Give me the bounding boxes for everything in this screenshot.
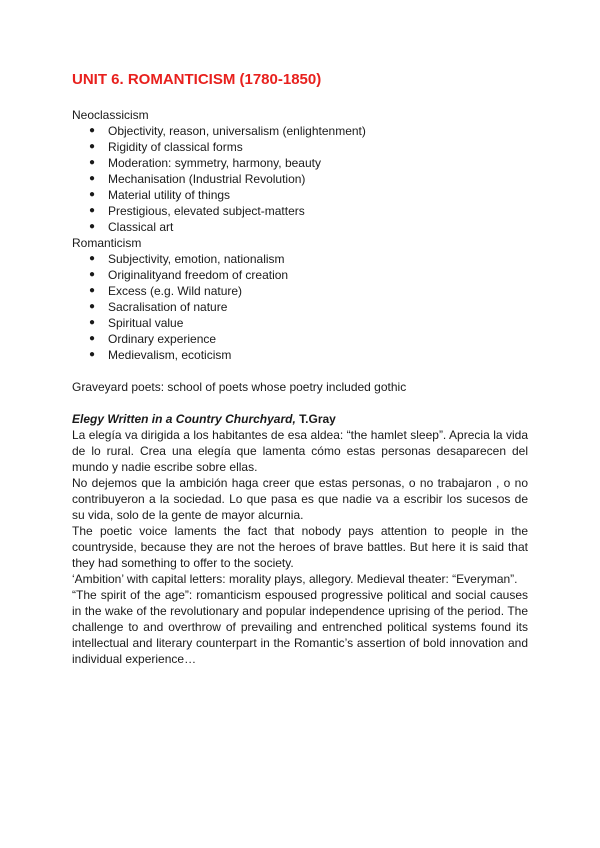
elegy-author: T.Gray	[295, 412, 336, 426]
bullet-icon: ●	[89, 285, 96, 296]
graveyard-poets-note: Graveyard poets: school of poets whose poetry included gothic	[72, 380, 407, 394]
neoclassicism-list	[72, 123, 528, 235]
list-item: ● Material utility of things	[89, 188, 231, 202]
list-item: ● Objectivity, reason, universalism (enlightenment)	[89, 124, 366, 138]
bullet-icon: ●	[89, 125, 96, 136]
bullet-icon: ●	[89, 157, 96, 168]
paragraph: La elegía va dirigida a los habitantes de esa aldea: “the hamlet sleep”. Aprecia la vida de lo rural. Crea una elegía que lamenta cómo estas personas desaparecen del mundo y nadie escribe sobre ellas.	[72, 428, 528, 474]
spacer	[72, 363, 528, 379]
list-item: ● Moderation: symmetry, harmony, beauty	[89, 156, 321, 170]
bullet-icon: ●	[89, 221, 96, 232]
spacer	[72, 395, 528, 411]
elegy-heading	[72, 411, 528, 427]
list-item: ● Classical art	[89, 220, 174, 234]
bullet-icon: ●	[89, 301, 96, 312]
list-item: ● Ordinary experience	[89, 332, 217, 346]
bullet-icon: ●	[89, 317, 96, 328]
romanticism-label: Romanticism	[72, 236, 142, 250]
bullet-icon: ●	[89, 141, 96, 152]
bullet-icon: ●	[89, 173, 96, 184]
list-item: ● Originalityand freedom of creation	[89, 268, 289, 282]
list-item: ● Rigidity of classical forms	[89, 140, 243, 154]
elegy-title: Elegy Written in a Country Churchyard,	[72, 412, 296, 426]
list-item: ● Prestigious, elevated subject-matters	[89, 204, 305, 218]
document-page	[72, 70, 528, 667]
list-item: ● Subjectivity, emotion, nationalism	[89, 252, 285, 266]
bullet-icon: ●	[89, 205, 96, 216]
paragraph: The poetic voice laments the fact that nobody pays attention to people in the countryside, because they are not the heroes of brave battles. But here it is said that they had something to offer to the society.	[72, 524, 528, 570]
list-item: ● Sacralisation of nature	[89, 300, 228, 314]
bullet-icon: ●	[89, 333, 96, 344]
list-item: ● Medievalism, ecoticism	[89, 348, 232, 362]
paragraph: No dejemos que la ambición haga creer que estas personas, o no trabajaron , o no contribuyeron a la sociedad. Lo que pasa es que nadie va a escribir los sucesos de su vida, solo de la gente de mayor alcurnia.	[72, 476, 528, 522]
list-item: ● Mechanisation (Industrial Revolution)	[89, 172, 306, 186]
bullet-icon: ●	[89, 189, 96, 200]
bullet-icon: ●	[89, 269, 96, 280]
romanticism-list	[72, 251, 528, 363]
list-item: ● Spiritual value	[89, 316, 184, 330]
bullet-icon: ●	[89, 349, 96, 360]
list-item: ● Excess (e.g. Wild nature)	[89, 284, 243, 298]
neoclassicism-label: Neoclassicism	[72, 108, 149, 122]
paragraph: ‘Ambition’ with capital letters: morality plays, allegory. Medieval theater: “Everyman”.	[72, 572, 518, 586]
bullet-icon: ●	[89, 253, 96, 264]
unit-title: UNIT 6. ROMANTICISM (1780-1850)	[72, 71, 322, 88]
paragraph: “The spirit of the age”: romanticism espoused progressive political and social causes in the wake of the revolutionary and popular independence uprising of the period. The challenge to and overthrow of prevailing and entrenched political systems found its intellectual and literary counterpart in the Romantic’s assertion of bold innovation and individual experience…	[72, 588, 528, 666]
